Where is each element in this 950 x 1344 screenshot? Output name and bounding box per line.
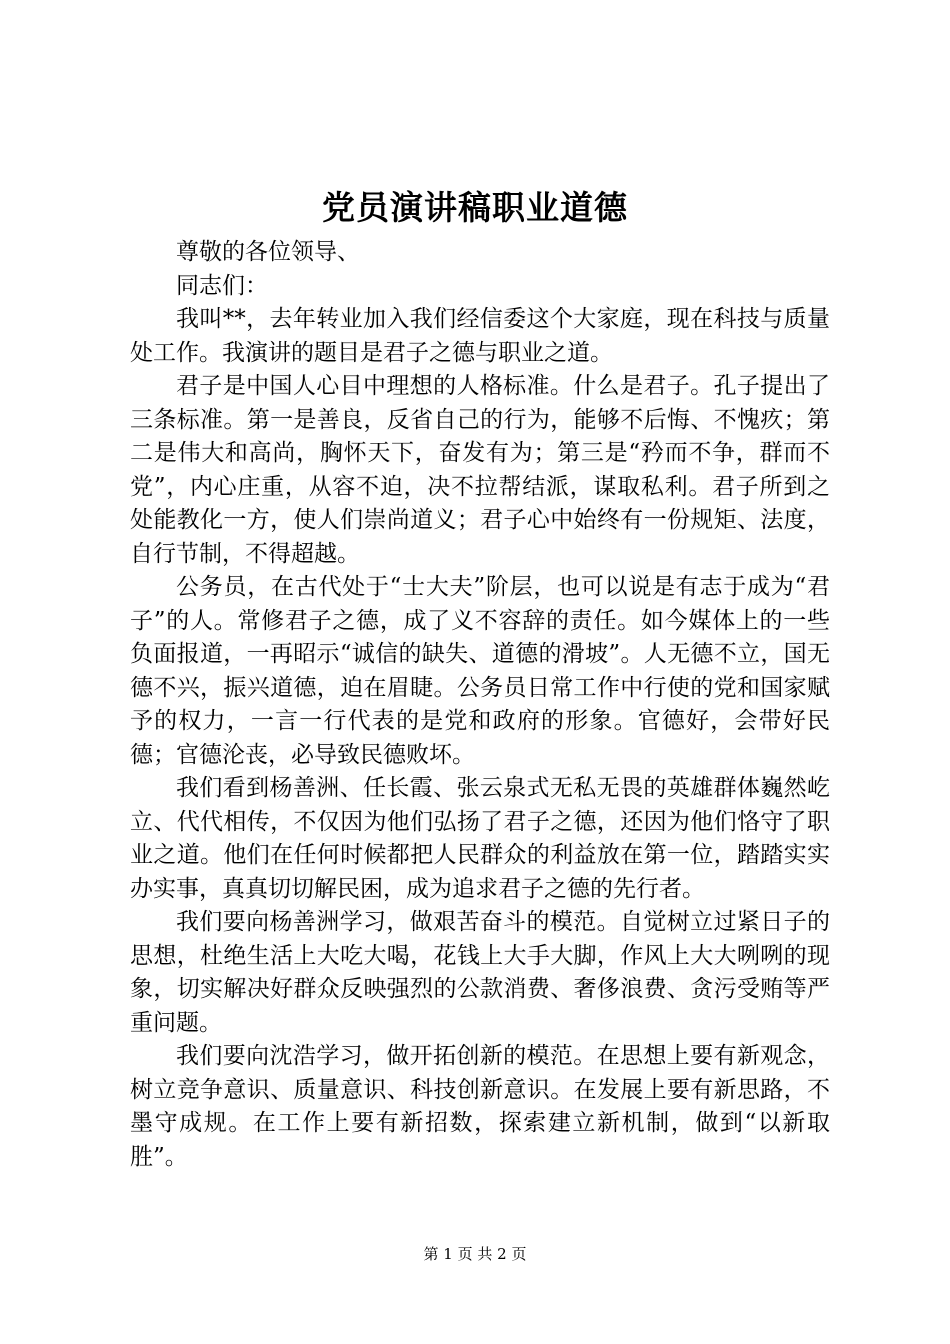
document-body: [130, 236, 830, 1174]
body-paragraph: 我们要向杨善洲学习，做艰苦奋斗的模范。自觉树立过紧日子的思想，杜绝生活上大吃大喝，花钱上大手大脚，作风上大大咧咧的现象，切实解决好群众反映强烈的公款消费、奢侈浪费、贪污受贿等严重问题。: [130, 909, 830, 1036]
body-paragraph: 我们要向沈浩学习，做开拓创新的模范。在思想上要有新观念，树立竞争意识、质量意识、科技创新意识。在发展上要有新思路，不墨守成规。在工作上要有新招数，探索建立新机制，做到“以新取胜”。: [130, 1043, 830, 1170]
document-title: 党员演讲稿职业道德: [322, 188, 628, 227]
body-paragraph: 公务员，在古代处于“士大夫”阶层，也可以说是有志于成为“君子”的人。常修君子之德，成了义不容辞的责任。如今媒体上的一些负面报道，一再昭示“诚信的缺失、道德的滑坡”。人无德不立，国无德不兴，振兴道德，迫在眉睫。公务员日常工作中行使的党和国家赋予的权力，一言一行代表的是党和政府的形象。官德好，会带好民德；官德沦丧，必导致民德败坏。: [130, 574, 830, 768]
body-paragraph: 我叫**，去年转业加入我们经信委这个大家庭，现在科技与质量处工作。我演讲的题目是君子之德与职业之道。: [130, 306, 830, 366]
salutation-line-2: 同志们：: [176, 272, 268, 299]
page-number-footer: 第 1 页 共 2 页: [423, 1245, 527, 1263]
body-paragraph: 君子是中国人心目中理想的人格标准。什么是君子。孔子提出了三条标准。第一是善良，反省自己的行为，能够不后悔、不愧疚；第二是伟大和高尚，胸怀天下，奋发有为；第三是“矜而不争，群而不党”，内心庄重，从容不迫，决不拉帮结派，谋取私利。君子所到之处能教化一方，使人们崇尚道义；君子心中始终有一份规矩、法度，自行节制，不得超越。: [130, 373, 830, 567]
salutation-line-1: 尊敬的各位领导、: [176, 239, 360, 265]
body-paragraph: 我们看到杨善洲、任长霞、张云泉式无私无畏的英雄群体巍然屹立、代代相传，不仅因为他们弘扬了君子之德，还因为他们恪守了职业之道。他们在任何时候都把人民群众的利益放在第一位，踏踏实实办实事，真真切切解民困，成为追求君子之德的先行者。: [130, 775, 830, 902]
